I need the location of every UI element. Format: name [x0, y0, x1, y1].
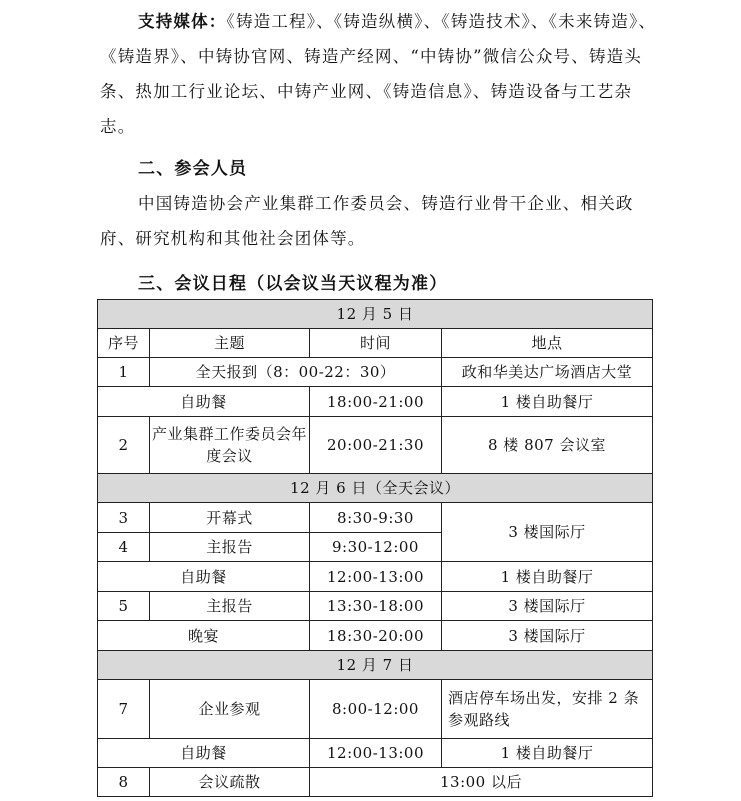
schedule-table [97, 299, 653, 797]
media-label: 支持媒体： [138, 12, 227, 31]
row-place: 1 楼自助餐厅 [442, 562, 653, 592]
table-row [98, 358, 653, 387]
row-place: 3 楼国际厅 [442, 503, 653, 562]
row-topic: 全天报到（8：00-22：30） [150, 358, 442, 387]
row-place: 3 楼国际厅 [442, 592, 653, 621]
row-place: 3 楼国际厅 [442, 621, 653, 651]
table-row [98, 503, 653, 533]
column-header: 时间 [310, 329, 442, 358]
day-label: 12 月 5 日 [98, 300, 653, 329]
table-row [98, 417, 653, 474]
row-place: 1 楼自助餐厅 [442, 387, 653, 417]
section-heading-attendees: 二、参会人员 [138, 159, 248, 179]
row-topic: 开幕式 [150, 503, 310, 533]
row-time: 20:00-21:30 [310, 417, 442, 474]
row-time: 8:30-9:30 [310, 503, 442, 533]
media-paragraph [100, 4, 660, 144]
row-number: 1 [98, 358, 150, 387]
row-number: 3 [98, 503, 150, 533]
day-header-row [98, 300, 653, 329]
row-time: 8:00-12:00 [310, 680, 442, 739]
column-header: 主题 [150, 329, 310, 358]
row-time: 18:00-21:00 [310, 387, 442, 417]
table-row [98, 768, 653, 797]
row-topic: 产业集群工作委员会年度会议 [150, 417, 310, 474]
row-time: 12:00-13:00 [310, 739, 442, 768]
media-list: 《铸造工程》、《铸造纵横》、《铸造技术》、《未来铸造》、《铸造界》、中铸协官网、铸造产经网、“中铸协”微信公众号、铸造头条、热加工行业论坛、中铸产业网、《铸造信息》、铸造设备与工艺杂志。 [100, 12, 657, 136]
row-time: 13:00 以后 [310, 768, 653, 797]
row-place: 酒店停车场出发，安排 2 条参观路线 [442, 680, 653, 739]
row-topic: 自助餐 [98, 739, 310, 768]
row-time: 13:30-18:00 [310, 592, 442, 621]
row-place: 政和华美达广场酒店大堂 [442, 358, 653, 387]
day-header-row [98, 474, 653, 503]
row-topic: 主报告 [150, 592, 310, 621]
table-row [98, 680, 653, 739]
day-header-row [98, 651, 653, 680]
row-topic: 晚宴 [98, 621, 310, 651]
row-place: 1 楼自助餐厅 [442, 739, 653, 768]
table-row [98, 621, 653, 651]
row-time: 12:00-13:00 [310, 562, 442, 592]
column-header: 地点 [442, 329, 653, 358]
table-row [98, 562, 653, 592]
day-label: 12 月 7 日 [98, 651, 653, 680]
section-heading-schedule: 三、会议日程（以会议当天议程为准） [138, 274, 448, 294]
row-number: 2 [98, 417, 150, 474]
row-topic: 自助餐 [98, 387, 310, 417]
row-topic: 主报告 [150, 533, 310, 562]
table-row [98, 387, 653, 417]
row-number: 5 [98, 592, 150, 621]
row-topic: 企业参观 [150, 680, 310, 739]
table-row [98, 592, 653, 621]
row-number: 8 [98, 768, 150, 797]
row-number: 4 [98, 533, 150, 562]
day-label: 12 月 6 日（全天会议） [98, 474, 653, 503]
table-header-row [98, 329, 653, 358]
column-header: 序号 [98, 329, 150, 358]
row-place: 8 楼 807 会议室 [442, 417, 653, 474]
attendees-paragraph: 中国铸造协会产业集群工作委员会、铸造行业骨干企业、相关政府、研究机构和其他社会团体等。 [100, 194, 634, 248]
row-number: 7 [98, 680, 150, 739]
table-row [98, 739, 653, 768]
row-time: 18:30-20:00 [310, 621, 442, 651]
row-time: 9:30-12:00 [310, 533, 442, 562]
row-topic: 会议疏散 [150, 768, 310, 797]
row-topic: 自助餐 [98, 562, 310, 592]
